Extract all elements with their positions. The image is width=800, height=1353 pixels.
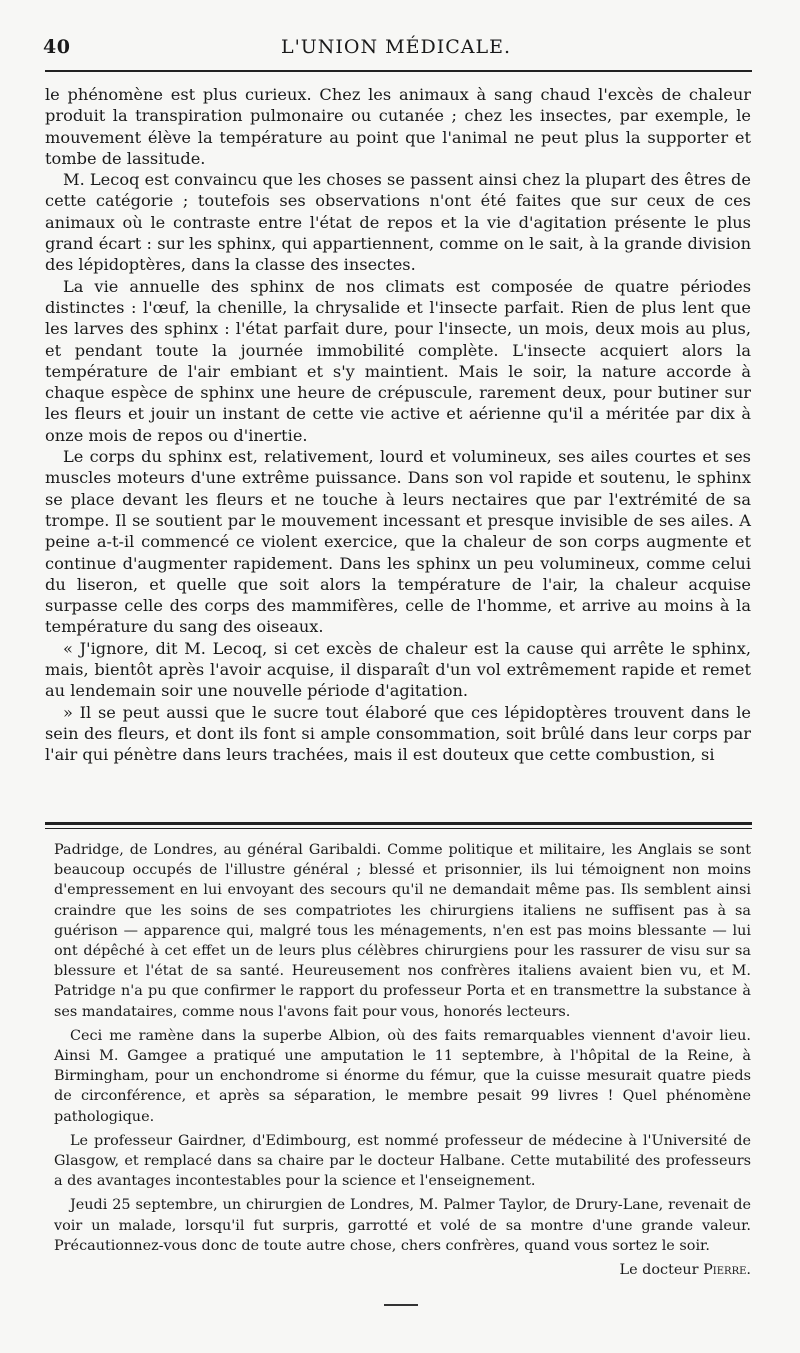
feuilleton-separator-rule [45,822,752,829]
page-number: 40 [43,36,71,58]
page-header [40,36,752,68]
main-article [45,84,751,766]
signature-name: Pierre. [703,1262,751,1279]
signature-prefix: Le docteur [619,1262,704,1279]
article-paragraph: Le corps du sphinx est, relativement, lourd et volumineux, ses ailes courtes et ses muscles moteurs d'une extrême puissance. Dans son vol rapide et soutenu, le sphinx se place devant les fleurs et ne touche à leurs nectaires que par l'extrémité de sa trompe. Il se soutient par le mouvement incessant et presque invisible de ses ailes. A peine a-t-il commencé ce violent exercice, que la chaleur de son corps augmente et continue d'augmenter rapidement. Dans les sphinx un peu volumineux, comme celui du liseron, et quelle que soit alors la température de l'air, la chaleur acquise surpasse celle des corps des mammifères, celle de l'homme, et arrive au moins à la température du sang des oiseaux. [45,447,751,637]
journal-title: L'UNION MÉDICALE. [280,36,512,58]
feuilleton-paragraph: Le professeur Gairdner, d'Edimbourg, est nommé professeur de médecine à l'Université de Glasgow, et remplacé dans sa chaire par le docteur Halbane. Cette mutabilité des professeurs a des avantages incontestables pour la science et l'enseignement. [54,1132,751,1190]
article-paragraph: La vie annuelle des sphinx de nos climats est composée de quatre périodes distinctes : l'œuf, la chenille, la chrysalide et l'insecte parfait. Rien de plus lent que les larves des sphinx : l'état parfait dure, pour l'insecte, un mois, deux mois au plus, et pendant toute la journée immobilité complète. L'insecte acquiert alors la température de l'air embiant et s'y maintient. Mais le soir, la nature accorde à chaque espèce de sphinx une heure de crépuscule, rarement deux, pour butiner sur les fleurs et jouir un instant de cette vie active et aérienne qu'il a méritée par dix à onze mois de repos ou d'inertie. [45,276,751,445]
header-rule [45,70,752,72]
feuilleton-paragraph: Jeudi 25 septembre, un chirurgien de Londres, M. Palmer Taylor, de Drury-Lane, revenait de voir un malade, lorsqu'il fut surpris, garrotté et volé de sa montre d'une grande valeur. Précautionnez-vous donc de toute autre chose, chers confrères, quand vous sortez le soir. [54,1197,751,1254]
article-paragraph: » Il se peut aussi que le sucre tout élaboré que ces lépidoptères trouvent dans le sein des fleurs, et dont ils font si ample consommation, soit brûlé dans leur corps par l'air qui pénètre dans leurs trachées, mais il est douteux que cette combustion, si [45,702,751,765]
feuilleton-section [54,840,751,1284]
article-paragraph: M. Lecoq est convaincu que les choses se passent ainsi chez la plupart des êtres de cette catégorie ; toutefois ses observations n'ont été faites que sur ceux de ces animaux où le contraste entre l'état de repos et la vie d'agitation présente le plus grand écart : sur les sphinx, qui appartiennent, comme on le sait, à la grande division des lépidoptères, dans la classe des insectes. [45,170,751,275]
end-rule [384,1304,418,1306]
article-paragraph: le phénomène est plus curieux. Chez les animaux à sang chaud l'excès de chaleur produit la transpiration pulmonaire ou cutanée ; chez les insectes, par exemple, le mouvement élève la température au point que l'animal ne peut plus la supporter et tombe de lassitude. [45,85,751,168]
feuilleton-paragraph: Ceci me ramène dans la superbe Albion, où des faits remarquables viennent d'avoir lieu. Ainsi M. Gamgee a pratiqué une amputation le 11 septembre, à l'hôpital de la Reine, à Birmingham, pour un enchondrome si énorme du fémur, que la cuisse mesurait quatre pieds de circonférence, et après sa séparation, le membre pesait 99 livres ! Quel phénomène pathologique. [54,1027,751,1125]
signature [54,1260,751,1280]
feuilleton-paragraph: Padridge, de Londres, au général Garibaldi. Comme politique et militaire, les Anglais se sont beaucoup occupés de l'illustre général ; blessé et prisonnier, ils lui témoignent non moins d'empressement en lui envoyant des secours qu'il ne demandait même pas. Ils semblent ainsi craindre que les soins de ses compatriotes les chirurgiens italiens ne suffisent pas à sa guérison — apparence qui, malgré tous les ménagements, n'en est pas moins blessante — lui ont dépêché à cet effet un de leurs plus célèbres chirurgiens pour les rassurer de visu sur sa blessure et l'état de sa santé. Heureusement nos confrères italiens avaient bien vu, et M. Patridge n'a pu que confirmer le rapport du professeur Porta et en transmettre la substance à ses mandataires, comme nous l'avons fait pour vous, honorés lecteurs. [54,842,751,1020]
article-paragraph: « J'ignore, dit M. Lecoq, si cet excès de chaleur est la cause qui arrête le sphinx, mais, bientôt après l'avoir acquise, il disparaît d'un vol extrêmement rapide et remet au lendemain soir une nouvelle période d'agitation. [45,638,751,701]
